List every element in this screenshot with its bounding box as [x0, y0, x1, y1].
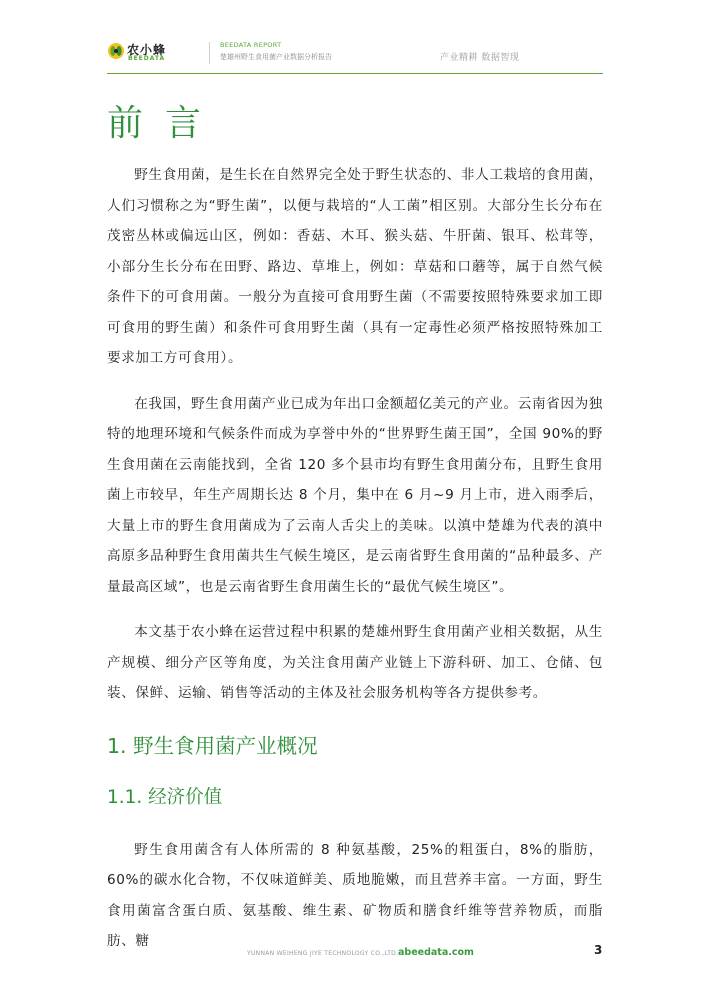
footer-company: YUNNAN WEIHENG JIYE TECHNOLOGY CO.,LTD.	[247, 950, 399, 957]
preface-paragraph-2: 在我国，野生食用菌产业已成为年出口金额超亿美元的产业。云南省因为独特的地理环境和气候条件而成为享誉中外的“世界野生菌王国”，全国 90%的野生食用菌在云南能找到，全省 120 多个县市均有野生食用菌分布，且野生食用菌上市较早，年生产周期长达 8 个月，集中在 6 月~9 月上市，进入雨季后，大量上市的野生食用菌成为了云南人舌尖上的美味。以滇中楚雄为代表的滇中高原多品种野生食用菌共生气候生境区，是云南省野生食用菌的“品种最多、产量最高区域”，也是云南省野生食用菌生长的“最优气候生境区”。	[107, 395, 603, 595]
report-label-en: BEEDATA REPORT	[220, 41, 282, 49]
bee-logo-icon	[107, 42, 125, 60]
subsection-paragraph: 野生食用菌含有人体所需的 8 种氨基酸，25%的粗蛋白，8%的脂肪，60%的碳水化合物，不仅味道鲜美、质地脆嫩，而且营养丰富。一方面，野生食用菌富含蛋白质、氨基酸、维生素、矿物质和膳食纤维等营养物质，而脂肪、糖	[107, 841, 603, 949]
section-heading: 1. 野生食用菌产业概况	[107, 733, 318, 758]
preface-title: 前言	[107, 103, 224, 144]
logo-text-en: BEEDATA	[128, 55, 166, 62]
main-content	[107, 160, 603, 957]
page-header	[0, 0, 710, 75]
page-number: 3	[594, 943, 603, 957]
brand-logo	[107, 40, 197, 66]
header-tagline: 产业精耕 数据智现	[440, 53, 520, 63]
preface-paragraph-1: 野生食用菌，是生长在自然界完全处于野生状态的、非人工栽培的食用菌，人们习惯称之为“野生菌”，以便与栽培的“人工菌”相区别。大部分生长分布在茂密丛林或偏远山区，例如：香菇、木耳、猴头菇、牛肝菌、银耳、松茸等，小部分生长分布在田野、路边、草堆上，例如：草菇和口蘑等，属于自然气候条件下的可食用菌。一般分为直接可食用野生菌（不需要按照特殊要求加工即可食用的野生菌）和条件可食用野生菌（具有一定毒性必须严格按照特殊加工要求加工方可食用）。	[107, 167, 603, 366]
subsection-heading: 1.1. 经济价值	[107, 786, 223, 808]
report-title: 楚雄州野生食用菌产业数据分析报告	[220, 53, 332, 61]
header-divider	[209, 42, 210, 64]
footer-website: abeedata.com	[398, 947, 474, 958]
page-footer	[0, 940, 710, 970]
logo-text-cn: 农小蜂	[127, 43, 167, 57]
header-rule	[107, 73, 603, 74]
preface-paragraph-3: 本文基于农小蜂在运营过程中积累的楚雄州野生食用菌产业相关数据，从生产规模、细分产区等角度，为关注食用菌产业链上下游科研、加工、仓储、包装、保鲜、运输、销售等活动的主体及社会服务机构等各方提供参考。	[107, 624, 603, 701]
